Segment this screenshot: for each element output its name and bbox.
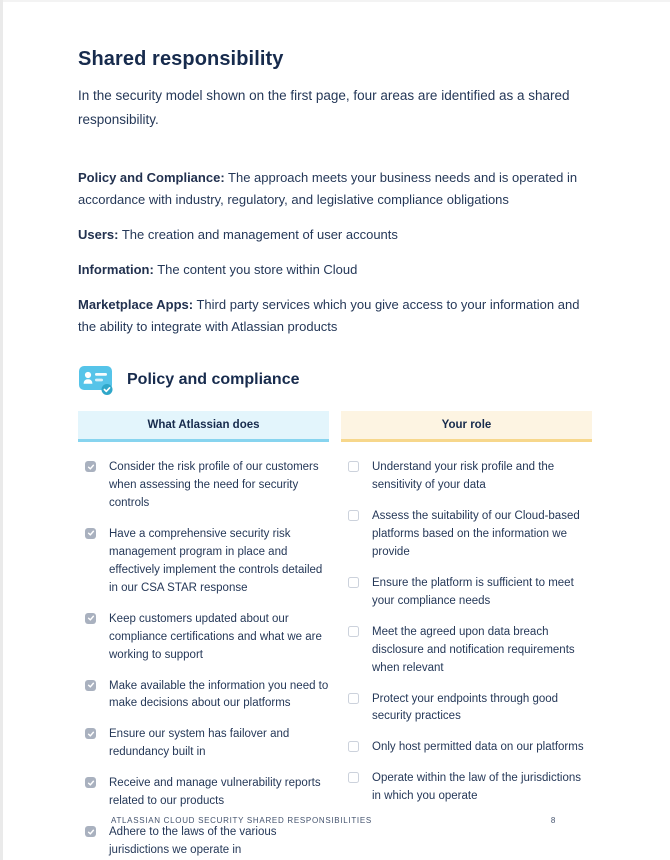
unchecked-checkbox-icon	[348, 626, 359, 637]
unchecked-checkbox-icon	[348, 461, 359, 472]
checked-checkbox-icon	[85, 777, 96, 788]
checklist-item	[85, 459, 329, 513]
footer-page-number: 8	[550, 816, 556, 825]
checklist-item-text: Understand your risk profile and the sensitivity of your data	[372, 461, 555, 492]
checklist-item	[85, 611, 329, 665]
unchecked-checkbox-icon	[348, 772, 359, 783]
definitions-list	[78, 167, 592, 339]
checked-checkbox-icon	[85, 613, 96, 624]
checklist	[341, 459, 592, 806]
checklist-item	[348, 575, 592, 611]
page-top-edge	[0, 0, 670, 2]
checklist-item-text: Only host permitted data on our platforms	[372, 741, 584, 754]
checked-checkbox-icon	[85, 680, 96, 691]
definition-item: Users: The creation and management of user accounts	[78, 226, 398, 242]
footer-doc-title: ATLASSIAN CLOUD SECURITY SHARED RESPONSIBILITIES	[111, 816, 372, 825]
section-title: Policy and compliance	[127, 371, 300, 389]
page-left-edge	[0, 0, 3, 860]
checked-checkbox-icon	[85, 826, 96, 837]
checked-checkbox-icon	[85, 461, 96, 472]
unchecked-checkbox-icon	[348, 693, 359, 704]
checklist-item	[85, 678, 329, 714]
unchecked-checkbox-icon	[348, 741, 359, 752]
column-header: Your role	[341, 411, 592, 442]
definition-label: Information:	[78, 261, 154, 277]
checklist-item-text: Make available the information you need to make decisions about our platforms	[109, 679, 329, 710]
checklist-item-text: Ensure our system has failover and redundancy built in	[109, 728, 290, 759]
checklist-item-text: Protect your endpoints through good security practices	[372, 692, 559, 723]
checklist-item-text: Adhere to the laws of the various jurisdictions we operate in	[109, 826, 277, 857]
checklist-item	[85, 775, 329, 811]
checklist-item-text: Operate within the law of the jurisdictions in which you operate	[372, 772, 582, 803]
checked-checkbox-icon	[85, 528, 96, 539]
checklist-item-text: Assess the suitability of our Cloud-based platforms based on the information we provide	[372, 510, 580, 558]
responsibility-column	[78, 411, 329, 860]
checklist-item	[85, 824, 329, 860]
definition-label: Policy and Compliance:	[78, 169, 225, 185]
checklist-item-text: Have a comprehensive security risk management program in place and effectively implement the controls detailed in our CSA STAR response	[109, 527, 323, 594]
id-badge-check-icon	[78, 364, 114, 396]
checklist-item-text: Ensure the platform is sufficient to meet your compliance needs	[372, 576, 574, 607]
checklist-item	[348, 624, 592, 678]
checklist-item	[348, 508, 592, 562]
definition-label: Marketplace Apps:	[78, 296, 194, 312]
checklist	[78, 459, 329, 860]
section-header	[78, 364, 592, 396]
page-title: Shared responsibility	[78, 48, 284, 70]
checked-checkbox-icon	[85, 728, 96, 739]
checklist-item-text: Keep customers updated about our compliance certifications and what we are working to support	[109, 612, 322, 661]
definition-item: Information: The content you store within Cloud	[78, 261, 358, 277]
checklist-item	[348, 739, 592, 757]
unchecked-checkbox-icon	[348, 577, 359, 588]
intro-paragraph: In the security model shown on the first page, four areas are identified as a shared responsibility.	[78, 88, 570, 128]
responsibility-column	[341, 411, 592, 860]
checklist-item	[348, 770, 592, 806]
checklist-item-text: Receive and manage vulnerability reports related to our products	[109, 777, 321, 808]
checklist-item-text: Consider the risk profile of our customers when assessing the need for security controls	[109, 461, 319, 510]
checklist-item	[348, 459, 592, 495]
checklist-item	[348, 691, 592, 727]
unchecked-checkbox-icon	[348, 510, 359, 521]
column-header: What Atlassian does	[78, 411, 329, 442]
checklist-item-text: Meet the agreed upon data breach disclosure and notification requirements when relevant	[372, 625, 575, 674]
responsibility-table	[78, 411, 592, 860]
page-footer	[78, 816, 592, 825]
checklist-item	[85, 726, 329, 762]
definition-item: Marketplace Apps: Third party services which you give access to your information and the ability to integrate with Atlassian products	[78, 296, 580, 335]
checklist-item	[85, 526, 329, 598]
definition-label: Users:	[78, 226, 119, 242]
definition-item: Policy and Compliance: The approach meets your business needs and is operated in accordance with industry, regulatory, and legislative compliance obligations	[78, 169, 578, 207]
